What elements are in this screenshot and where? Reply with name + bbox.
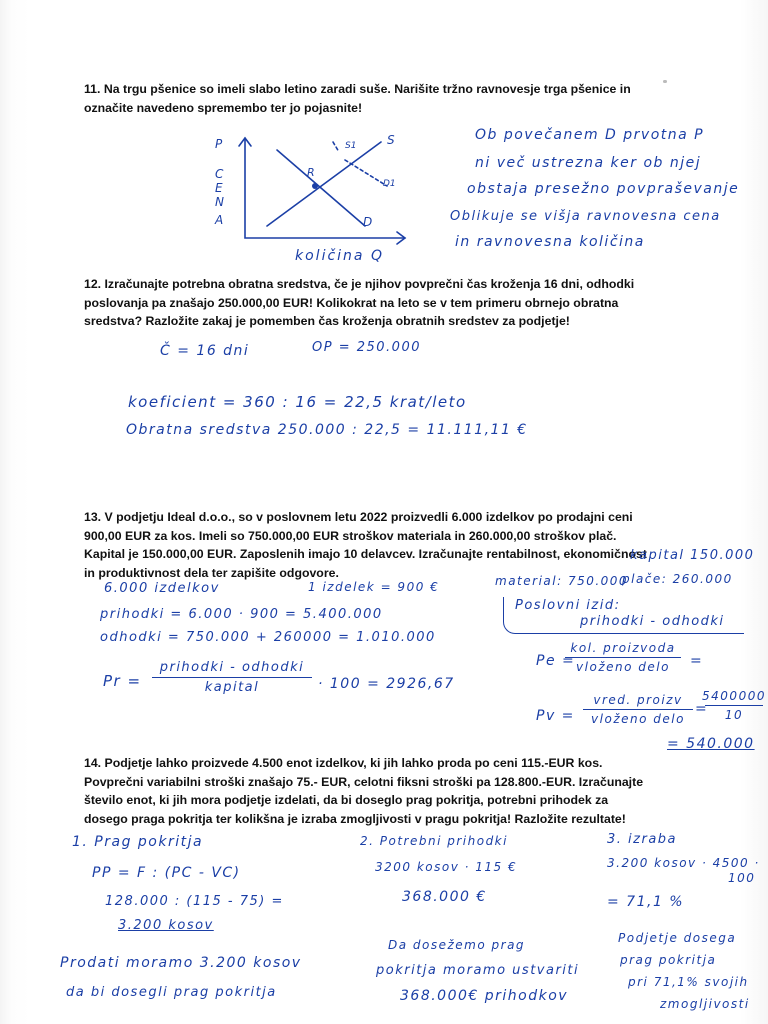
answer-12-koeficient: koeficient = 360 : 16 = 22,5 krat/leto	[128, 393, 467, 411]
pv-denominator: vloženo delo	[591, 712, 685, 726]
y-label-c: C	[215, 167, 224, 181]
y-label-a: A	[215, 213, 224, 227]
answer-13-material: material: 750.000	[495, 574, 629, 588]
answer-14-revenue-comment-2: pokritja moramo ustvariti	[376, 963, 580, 978]
market-equilibrium-graph	[205, 130, 420, 265]
new-supply-dash	[333, 142, 339, 152]
answer-11-line-1: Ob povečanem D prvotna P	[475, 127, 705, 143]
answer-14-h2: 2. Potrebni prihodki	[360, 834, 508, 848]
answer-14-capacity-comment-1: Podjetje dosega	[618, 931, 737, 945]
answer-13-pv-result: = 540.000	[667, 736, 755, 752]
pv-numerator: vred. proizv	[593, 693, 683, 707]
answer-13-pr-fraction	[152, 660, 312, 695]
question-14: 14. Podjetje lahko proizvede 4.500 enot izdelkov, ki jih lahko proda po ceni 115.-EUR kos. Povprečni variabilni stroški znašajo 75.- EUR, celotni fiksni stroški pa 128.800.-EUR. Izračunajte število enot, ki jih mora podjetje izdelati, da bi doseglo prag pokritja, potrebni prihodek za dosego praga pokritja ter kolikšna je izraba zmogljivosti v pragu pokritja! Razložite rezultate!	[84, 756, 644, 826]
answer-13-pv-label: Pv =	[536, 708, 575, 724]
answer-13-prihodki-odhodki: prihodki - odhodki	[580, 614, 725, 629]
answer-14-result: 3.200 kosov	[118, 918, 214, 933]
answer-13-odhodki: odhodki = 750.000 + 260000 = 1.010.000	[100, 630, 436, 645]
answer-14-h3: 3. izraba	[607, 832, 678, 847]
answer-11-line-3: obstaja presežno povpraševanje	[467, 181, 740, 197]
demand-label: D	[363, 215, 373, 229]
answer-13-kapital: kapital 150.000	[630, 548, 755, 563]
answer-14-capacity-100: 100	[728, 871, 756, 885]
y-label-p: P	[215, 137, 223, 151]
answer-14-capacity-calc: 3.200 kosov · 4500 ·	[607, 856, 760, 870]
demand-shift-label: D1	[383, 179, 396, 189]
answer-12-op: OP = 250.000	[312, 340, 421, 355]
demand-curve	[277, 150, 365, 226]
supply-curve	[267, 142, 381, 226]
answer-13-place: plače: 260.000	[622, 572, 733, 586]
question-13: 13. V podjetju Ideal d.o.o., so v poslovnem letu 2022 proizvedli 6.000 izdelkov po prodajni ceni 900,00 EUR za kos. Imeli so 750.000,00 EUR stroškov materiala in 260.000,00 stroškov plač. Kapital je 150.000,00 EUR. Zaposlenih imajo 10 delavcev. Izračunajte rentabilnost, ekonomičnost in produktivnost dela ter zapišite odgovore.	[84, 510, 647, 580]
answer-13-pr-result: · 100 = 2926,67	[318, 676, 455, 692]
scan-speck	[663, 80, 667, 83]
graph-axes	[245, 138, 405, 238]
question-11: 11. Na trgu pšenice so imeli slabo letino zaradi suše. Narišite tržno ravnovesje trga pšenice in označite navedeno spremembo ter jo pojasnite!	[84, 82, 631, 115]
answer-13-pe-eq: =	[690, 653, 704, 669]
y-label-e: E	[215, 181, 223, 195]
answer-14-comment-1: Prodati moramo 3.200 kosov	[60, 955, 302, 971]
answer-14-calc: 128.000 : (115 - 75) =	[105, 894, 284, 909]
equilibrium-point	[312, 183, 318, 189]
answer-13-poslovni-izid: Poslovni izid:	[515, 598, 621, 613]
pv-denominator-2: 10	[724, 708, 744, 722]
answer-11-line-4: Oblikuje se višja ravnovesna cena	[450, 209, 721, 224]
pr-numerator: prihodki - odhodki	[159, 660, 305, 675]
answer-13-izdelkov: 6.000 izdelkov	[104, 581, 220, 596]
answer-12-obratna-sredstva: Obratna sredstva 250.000 : 22,5 = 11.111,11 €	[126, 422, 528, 438]
answer-13-pr-label: Pr =	[103, 672, 142, 690]
answer-14-revenue: 368.000 €	[402, 889, 487, 905]
answer-14-formula: PP = F : (PC - VC)	[92, 865, 241, 881]
pe-numerator: kol. proizvoda	[570, 641, 676, 655]
new-supply-label: S1	[345, 141, 357, 151]
answer-13-pv-fraction	[583, 693, 693, 726]
answer-14-capacity-comment-3: pri 71,1% svojih	[628, 975, 749, 989]
answer-14-revenue-calc: 3200 kosov · 115 €	[375, 860, 518, 874]
answer-12-c: Č = 16 dni	[160, 343, 250, 359]
pv-numerator-2: 5400000	[702, 689, 766, 703]
answer-14-revenue-comment-3: 368.000€ prihodkov	[400, 988, 569, 1004]
answer-13-pv-fraction-2	[702, 689, 766, 722]
answer-13-prihodki: prihodki = 6.000 · 900 = 5.400.000	[100, 607, 383, 622]
point-label: R	[307, 166, 315, 179]
answer-13-pv-eq: =	[695, 701, 709, 717]
answer-14-capacity-comment-2: prag pokritja	[620, 953, 717, 967]
question-12: 12. Izračunajte potrebna obratna sredstva, če je njihov povprečni čas kroženja 16 dni, odhodki poslovanja pa znašajo 250.000,00 EUR! Kolikokrat na leto se v tem primeru obrnejo obratna sredstva? Razložite zakaj je pomemben čas kroženja obratnih sredstev za podjetje!	[84, 277, 635, 328]
answer-13-izdelek: 1 izdelek = 900 €	[308, 580, 440, 594]
answer-13-pe-label: Pe =	[536, 653, 576, 669]
pr-denominator: kapital	[204, 680, 260, 695]
answer-14-comment-2: da bi dosegli prag pokritja	[66, 985, 277, 1000]
answer-14-capacity-comment-4: zmogljivosti	[660, 997, 750, 1011]
supply-label: S	[387, 133, 395, 147]
y-label-n: N	[215, 195, 224, 209]
pe-denominator: vloženo delo	[576, 660, 670, 674]
answer-11-line-5: in ravnovesna količina	[455, 234, 645, 250]
answer-11-line-2: ni več ustrezna ker ob njej	[475, 155, 702, 171]
answer-14-capacity-result: = 71,1 %	[607, 894, 685, 910]
answer-14-h1: 1. Prag pokritja	[72, 834, 204, 850]
answer-14-revenue-comment-1: Da dosežemo prag	[388, 938, 526, 952]
answer-13-pe-fraction	[565, 641, 681, 674]
x-axis-label: količina Q	[295, 248, 384, 264]
demand-shift-dash	[345, 160, 387, 186]
